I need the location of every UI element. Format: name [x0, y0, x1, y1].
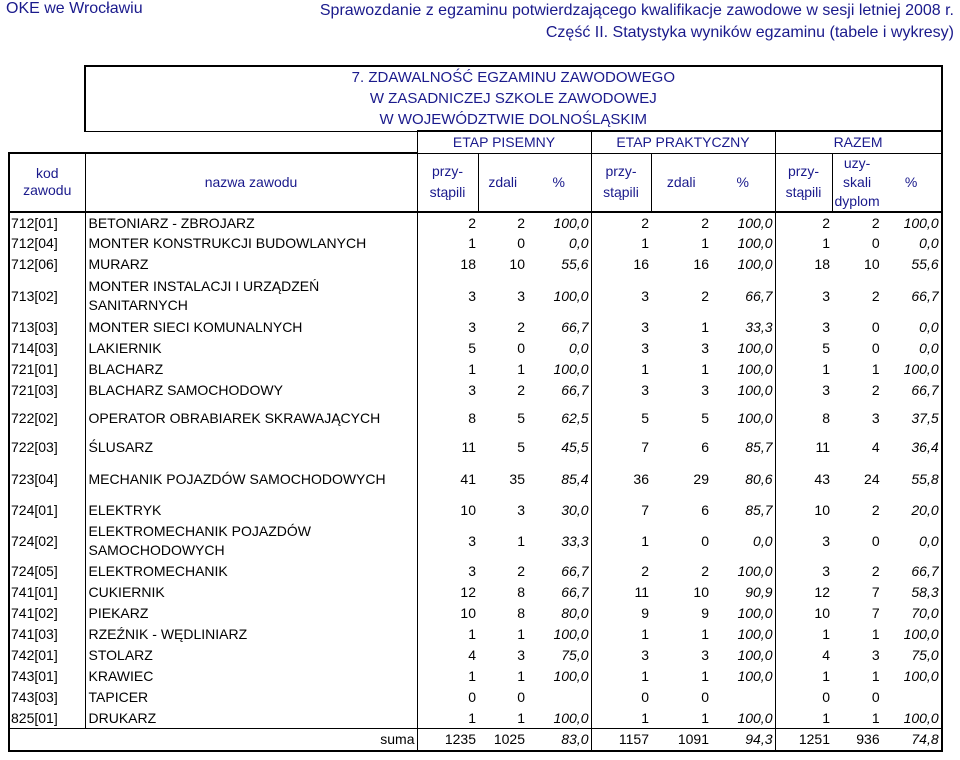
row-practical-pct: 66,7 [711, 275, 775, 317]
row-written-took: 1 [468, 709, 476, 726]
sum-written-pct: 83,0 [527, 729, 591, 751]
row-practical-took: 0 [641, 689, 649, 705]
row-written-pct: 100,0 [527, 624, 591, 645]
row-total-took: 18 [814, 256, 830, 272]
row-practical-took: 3 [641, 319, 649, 335]
row-practical-passed: 3 [701, 647, 709, 663]
sum-total-certified: 936 [832, 729, 882, 751]
row-total-certified: 4 [871, 438, 880, 455]
row-practical-took: 1 [641, 361, 649, 377]
row-name: BETONIARZ - ZBROJARZ [85, 212, 417, 233]
row-written-took: 3 [468, 287, 476, 304]
group-total-header: RAZEM [775, 131, 942, 153]
row-total-certified: 0 [871, 319, 880, 335]
row-name: DRUKARZ [85, 708, 417, 729]
row-total-pct: 36,4 [882, 435, 942, 459]
col-total-took: przy-stąpili [775, 153, 832, 212]
row-written-pct: 75,0 [527, 645, 591, 666]
row-written-took: 8 [468, 409, 476, 426]
row-practical-passed: 1 [701, 319, 709, 335]
row-total-certified: 2 [871, 214, 880, 231]
row-total-took: 1 [822, 668, 830, 684]
row-name: ELEKTROMECHANIK POJAZDÓW SAMOCHODOWYCH [85, 521, 417, 561]
table-row [9, 380, 942, 401]
row-written-took: 18 [460, 256, 476, 272]
row-name: STOLARZ [85, 645, 417, 666]
row-written-took: 1 [468, 626, 476, 642]
row-practical-took: 3 [641, 382, 649, 398]
row-name: MONTER INSTALACJI I URZĄDZEŃ SANITARNYCH [85, 275, 417, 317]
row-name: ŚLUSARZ [85, 435, 417, 459]
row-name: CUKIERNIK [85, 582, 417, 603]
row-practical-pct: 100,0 [711, 624, 775, 645]
row-total-certified: 0 [871, 689, 880, 705]
row-written-passed: 2 [517, 382, 525, 398]
row-practical-passed: 16 [693, 256, 709, 272]
row-written-took: 3 [468, 563, 476, 579]
row-written-passed: 0 [517, 689, 525, 705]
row-total-pct: 55,8 [882, 459, 942, 499]
row-practical-took: 2 [641, 214, 649, 231]
row-total-certified: 2 [871, 287, 880, 304]
row-written-passed: 8 [517, 584, 525, 600]
row-written-took: 41 [460, 470, 476, 487]
row-code: 713[03] [9, 317, 85, 338]
table-row [9, 233, 942, 254]
row-practical-took: 16 [633, 256, 649, 272]
row-written-passed: 1 [517, 668, 525, 684]
sum-total-pct: 74,8 [882, 729, 942, 751]
row-total-certified: 0 [871, 235, 880, 251]
row-written-passed: 10 [509, 256, 525, 272]
row-written-passed: 3 [517, 501, 525, 518]
row-practical-passed: 6 [701, 438, 709, 455]
row-practical-pct: 100,0 [711, 666, 775, 687]
row-total-took: 3 [822, 382, 830, 398]
row-practical-took: 1 [641, 709, 649, 726]
row-total-pct: 55,6 [882, 254, 942, 275]
row-total-took: 5 [822, 340, 830, 356]
row-practical-took: 9 [641, 605, 649, 621]
table-row [9, 254, 942, 275]
row-written-passed: 3 [517, 287, 525, 304]
row-practical-took: 3 [641, 647, 649, 663]
row-practical-took: 3 [641, 287, 649, 304]
row-name: BLACHARZ [85, 359, 417, 380]
row-total-took: 10 [814, 605, 830, 621]
col-practical-took: przy-stąpili [591, 153, 651, 212]
row-total-pct: 0,0 [882, 521, 942, 561]
col-practical-passed: zdali [651, 153, 711, 212]
row-practical-took: 1 [641, 235, 649, 251]
page-header [0, 0, 960, 48]
row-code: 743[03] [9, 687, 85, 708]
row-practical-pct: 80,6 [711, 459, 775, 499]
row-code: 742[01] [9, 645, 85, 666]
row-written-passed: 1 [517, 532, 525, 549]
row-practical-pct: 33,3 [711, 317, 775, 338]
table-row [9, 499, 942, 521]
row-total-pct [882, 687, 942, 708]
row-written-passed: 0 [517, 340, 525, 356]
row-practical-passed: 2 [701, 287, 709, 304]
table-row [9, 561, 942, 582]
row-total-certified: 2 [871, 382, 880, 398]
row-total-took: 3 [822, 287, 830, 304]
table-row [9, 603, 942, 624]
row-written-passed: 5 [517, 409, 525, 426]
sum-total-took: 1251 [775, 729, 832, 751]
row-name: KRAWIEC [85, 666, 417, 687]
row-total-took: 3 [822, 563, 830, 579]
row-total-certified: 1 [871, 668, 880, 684]
row-written-pct: 100,0 [527, 212, 591, 233]
row-name: PIEKARZ [85, 603, 417, 624]
row-practical-pct: 100,0 [711, 254, 775, 275]
row-code: 743[01] [9, 666, 85, 687]
row-code: 712[04] [9, 233, 85, 254]
col-code-header: kod zawodu [9, 153, 85, 212]
row-written-passed: 5 [517, 438, 525, 455]
row-practical-passed: 1 [701, 235, 709, 251]
row-written-pct: 66,7 [527, 561, 591, 582]
table-title-line2: W ZASADNICZEJ SZKOLE ZAWODOWEJ [85, 88, 942, 109]
row-total-took: 1 [822, 626, 830, 642]
row-code: 723[04] [9, 459, 85, 499]
row-name: ELEKTROMECHANIK [85, 561, 417, 582]
col-written-took: przy-stąpili [417, 153, 478, 212]
group-written-header: ETAP PISEMNY [417, 131, 591, 153]
sum-spacer [9, 729, 85, 751]
row-total-pct: 75,0 [882, 645, 942, 666]
row-written-pct: 33,3 [527, 521, 591, 561]
statistics-table [8, 65, 943, 752]
row-written-pct: 45,5 [527, 435, 591, 459]
row-practical-pct: 100,0 [711, 561, 775, 582]
row-total-pct: 100,0 [882, 624, 942, 645]
table-body [9, 212, 942, 751]
row-total-certified: 3 [871, 409, 880, 426]
row-written-passed: 2 [517, 214, 525, 231]
row-total-pct: 37,5 [882, 401, 942, 435]
table-row [9, 687, 942, 708]
col-total-pct: % [882, 153, 942, 212]
row-practical-passed: 3 [701, 340, 709, 356]
row-written-passed: 35 [509, 470, 525, 487]
row-practical-pct: 100,0 [711, 212, 775, 233]
col-written-passed: zdali [478, 153, 527, 212]
row-written-passed: 1 [517, 709, 525, 726]
table-row [9, 275, 942, 317]
header-right [320, 0, 954, 44]
row-total-took: 4 [822, 647, 830, 663]
row-written-took: 12 [460, 584, 476, 600]
row-written-took: 3 [468, 532, 476, 549]
sum-practical-pct: 94,3 [711, 729, 775, 751]
row-practical-pct: 100,0 [711, 603, 775, 624]
row-total-certified: 1 [871, 626, 880, 642]
row-total-pct: 58,3 [882, 582, 942, 603]
row-written-took: 1 [468, 361, 476, 377]
row-total-took: 1 [822, 709, 830, 726]
table-row [9, 435, 942, 459]
row-written-passed: 0 [517, 235, 525, 251]
row-practical-took: 3 [641, 340, 649, 356]
row-total-took: 2 [822, 214, 830, 231]
row-practical-passed: 2 [701, 563, 709, 579]
row-written-took: 5 [468, 340, 476, 356]
header-right-line2: Część II. Statystyka wyników egzaminu (tabele i wykresy) [545, 24, 954, 41]
row-written-passed: 8 [517, 605, 525, 621]
row-total-took: 12 [814, 584, 830, 600]
row-practical-took: 1 [641, 668, 649, 684]
row-written-passed: 2 [517, 563, 525, 579]
table-row [9, 521, 942, 561]
row-total-pct: 20,0 [882, 499, 942, 521]
table-row [9, 666, 942, 687]
row-code: 724[02] [9, 521, 85, 561]
row-total-took: 1 [822, 235, 830, 251]
row-total-certified: 0 [871, 532, 880, 549]
row-written-pct: 85,4 [527, 459, 591, 499]
row-practical-passed: 0 [701, 532, 709, 549]
row-practical-passed: 6 [701, 501, 709, 518]
col-written-pct: % [527, 153, 591, 212]
table-row [9, 401, 942, 435]
row-total-pct: 70,0 [882, 603, 942, 624]
row-practical-took: 36 [633, 470, 649, 487]
row-written-took: 2 [468, 214, 476, 231]
row-total-pct: 100,0 [882, 212, 942, 233]
row-total-took: 3 [822, 319, 830, 335]
row-total-certified: 24 [864, 470, 880, 487]
row-total-certified: 10 [864, 256, 880, 272]
row-practical-passed: 10 [693, 584, 709, 600]
row-code: 713[02] [9, 275, 85, 317]
row-practical-took: 11 [634, 584, 649, 600]
sum-written-took: 1235 [417, 729, 478, 751]
row-practical-pct: 100,0 [711, 708, 775, 729]
row-practical-pct: 100,0 [711, 401, 775, 435]
row-total-certified: 7 [871, 584, 880, 600]
group-practical-header: ETAP PRAKTYCZNY [591, 131, 775, 153]
row-total-took: 10 [814, 501, 830, 518]
row-total-certified: 3 [871, 647, 880, 663]
row-written-pct: 100,0 [527, 708, 591, 729]
row-practical-passed: 9 [701, 605, 709, 621]
row-practical-passed: 1 [701, 709, 709, 726]
row-total-pct: 66,7 [882, 561, 942, 582]
row-practical-passed: 29 [693, 470, 709, 487]
row-practical-pct: 100,0 [711, 338, 775, 359]
row-written-pct: 62,5 [527, 401, 591, 435]
row-practical-pct: 100,0 [711, 233, 775, 254]
row-written-took: 3 [468, 382, 476, 398]
row-written-pct: 66,7 [527, 380, 591, 401]
row-name: MECHANIK POJAZDÓW SAMOCHODOWYCH [85, 459, 417, 499]
row-written-took: 10 [460, 605, 476, 621]
row-code: 741[03] [9, 624, 85, 645]
row-written-pct: 30,0 [527, 499, 591, 521]
row-total-certified: 0 [871, 340, 880, 356]
row-total-pct: 100,0 [882, 708, 942, 729]
row-written-passed: 3 [517, 647, 525, 663]
row-practical-passed: 3 [701, 382, 709, 398]
row-practical-took: 1 [641, 532, 649, 549]
row-total-took: 43 [814, 470, 830, 487]
row-code: 722[02] [9, 401, 85, 435]
row-practical-passed: 5 [701, 409, 709, 426]
sum-label: suma [85, 729, 417, 751]
row-code: 721[03] [9, 380, 85, 401]
table-row [9, 359, 942, 380]
table-row [9, 582, 942, 603]
row-total-took: 0 [822, 689, 830, 705]
row-written-pct [527, 687, 591, 708]
row-code: 825[01] [9, 708, 85, 729]
row-total-pct: 66,7 [882, 380, 942, 401]
row-written-pct: 80,0 [527, 603, 591, 624]
row-total-pct: 0,0 [882, 338, 942, 359]
col-name-header: nazwa zawodu [85, 153, 417, 212]
row-code: 712[06] [9, 254, 85, 275]
row-total-certified: 2 [871, 563, 880, 579]
row-written-took: 11 [461, 438, 476, 455]
row-total-took: 11 [815, 438, 830, 455]
header-right-line1: Sprawozdanie z egzaminu potwierdzającego kwalifikacje zawodowe w sesji letniej 2008 r. [319, 2, 954, 19]
row-practical-passed: 1 [701, 361, 709, 377]
row-total-certified: 2 [871, 501, 880, 518]
row-total-certified: 1 [871, 361, 880, 377]
row-name: LAKIERNIK [85, 338, 417, 359]
sum-practical-took: 1157 [591, 729, 651, 751]
table-row [9, 338, 942, 359]
row-practical-took: 7 [641, 501, 649, 518]
row-name: MONTER KONSTRUKCJI BUDOWLANYCH [85, 233, 417, 254]
row-code: 712[01] [9, 212, 85, 233]
row-written-passed: 1 [517, 361, 525, 377]
table-title-line1: 7. ZDAWALNOŚĆ EGZAMINU ZAWODOWEGO [85, 66, 942, 88]
row-total-took: 8 [822, 409, 830, 426]
row-code: 722[03] [9, 435, 85, 459]
row-written-took: 3 [468, 319, 476, 335]
table-row [9, 459, 942, 499]
row-total-pct: 100,0 [882, 359, 942, 380]
row-practical-pct: 100,0 [711, 645, 775, 666]
row-code: 724[01] [9, 499, 85, 521]
row-practical-pct: 100,0 [711, 380, 775, 401]
row-total-certified: 1 [871, 709, 880, 726]
table-row [9, 708, 942, 729]
row-code: 741[01] [9, 582, 85, 603]
row-written-pct: 0,0 [527, 233, 591, 254]
row-practical-passed: 2 [701, 214, 709, 231]
row-written-pct: 0,0 [527, 338, 591, 359]
sum-row [9, 729, 942, 751]
row-written-pct: 100,0 [527, 666, 591, 687]
row-name: MONTER SIECI KOMUNALNYCH [85, 317, 417, 338]
row-practical-took: 5 [641, 409, 649, 426]
row-total-pct: 0,0 [882, 233, 942, 254]
row-name: OPERATOR OBRABIAREK SKRAWAJĄCYCH [85, 401, 417, 435]
row-practical-took: 7 [641, 438, 649, 455]
row-code: 721[01] [9, 359, 85, 380]
row-written-passed: 1 [517, 626, 525, 642]
row-total-took: 3 [822, 532, 830, 549]
row-written-pct: 66,7 [527, 582, 591, 603]
row-practical-pct [711, 687, 775, 708]
row-practical-pct: 100,0 [711, 359, 775, 380]
row-written-passed: 2 [517, 319, 525, 335]
row-written-pct: 66,7 [527, 317, 591, 338]
row-practical-pct: 85,7 [711, 499, 775, 521]
row-written-took: 4 [468, 647, 476, 663]
header-left: OKE we Wrocławiu [6, 0, 143, 17]
row-written-took: 0 [468, 689, 476, 705]
row-name: ELEKTRYK [85, 499, 417, 521]
table-row [9, 212, 942, 233]
table-row [9, 624, 942, 645]
row-written-took: 1 [468, 235, 476, 251]
row-written-took: 1 [468, 668, 476, 684]
row-practical-pct: 90,9 [711, 582, 775, 603]
row-name: RZEŹNIK - WĘDLINIARZ [85, 624, 417, 645]
row-practical-pct: 85,7 [711, 435, 775, 459]
row-name: TAPICER [85, 687, 417, 708]
row-code: 741[02] [9, 603, 85, 624]
row-practical-passed: 1 [701, 668, 709, 684]
row-total-took: 1 [822, 361, 830, 377]
col-total-certified: uzy-skali dyplom [832, 153, 882, 212]
row-written-took: 10 [460, 501, 476, 518]
row-total-certified: 7 [871, 605, 880, 621]
row-written-pct: 100,0 [527, 359, 591, 380]
col-practical-pct: % [711, 153, 775, 212]
row-total-pct: 100,0 [882, 666, 942, 687]
table-title-line3: W WOJEWÓDZTWIE DOLNOŚLĄSKIM [85, 109, 942, 131]
row-practical-passed: 0 [701, 689, 709, 705]
row-practical-took: 1 [641, 626, 649, 642]
sum-practical-passed: 1091 [651, 729, 711, 751]
row-practical-passed: 1 [701, 626, 709, 642]
table-row [9, 645, 942, 666]
row-code: 724[05] [9, 561, 85, 582]
row-total-pct: 66,7 [882, 275, 942, 317]
table-row [9, 317, 942, 338]
row-written-pct: 55,6 [527, 254, 591, 275]
row-practical-took: 2 [641, 563, 649, 579]
row-name: BLACHARZ SAMOCHODOWY [85, 380, 417, 401]
row-name: MURARZ [85, 254, 417, 275]
row-practical-pct: 0,0 [711, 521, 775, 561]
row-code: 714[03] [9, 338, 85, 359]
row-written-pct: 100,0 [527, 275, 591, 317]
row-total-pct: 0,0 [882, 317, 942, 338]
sum-written-passed: 1025 [478, 729, 527, 751]
